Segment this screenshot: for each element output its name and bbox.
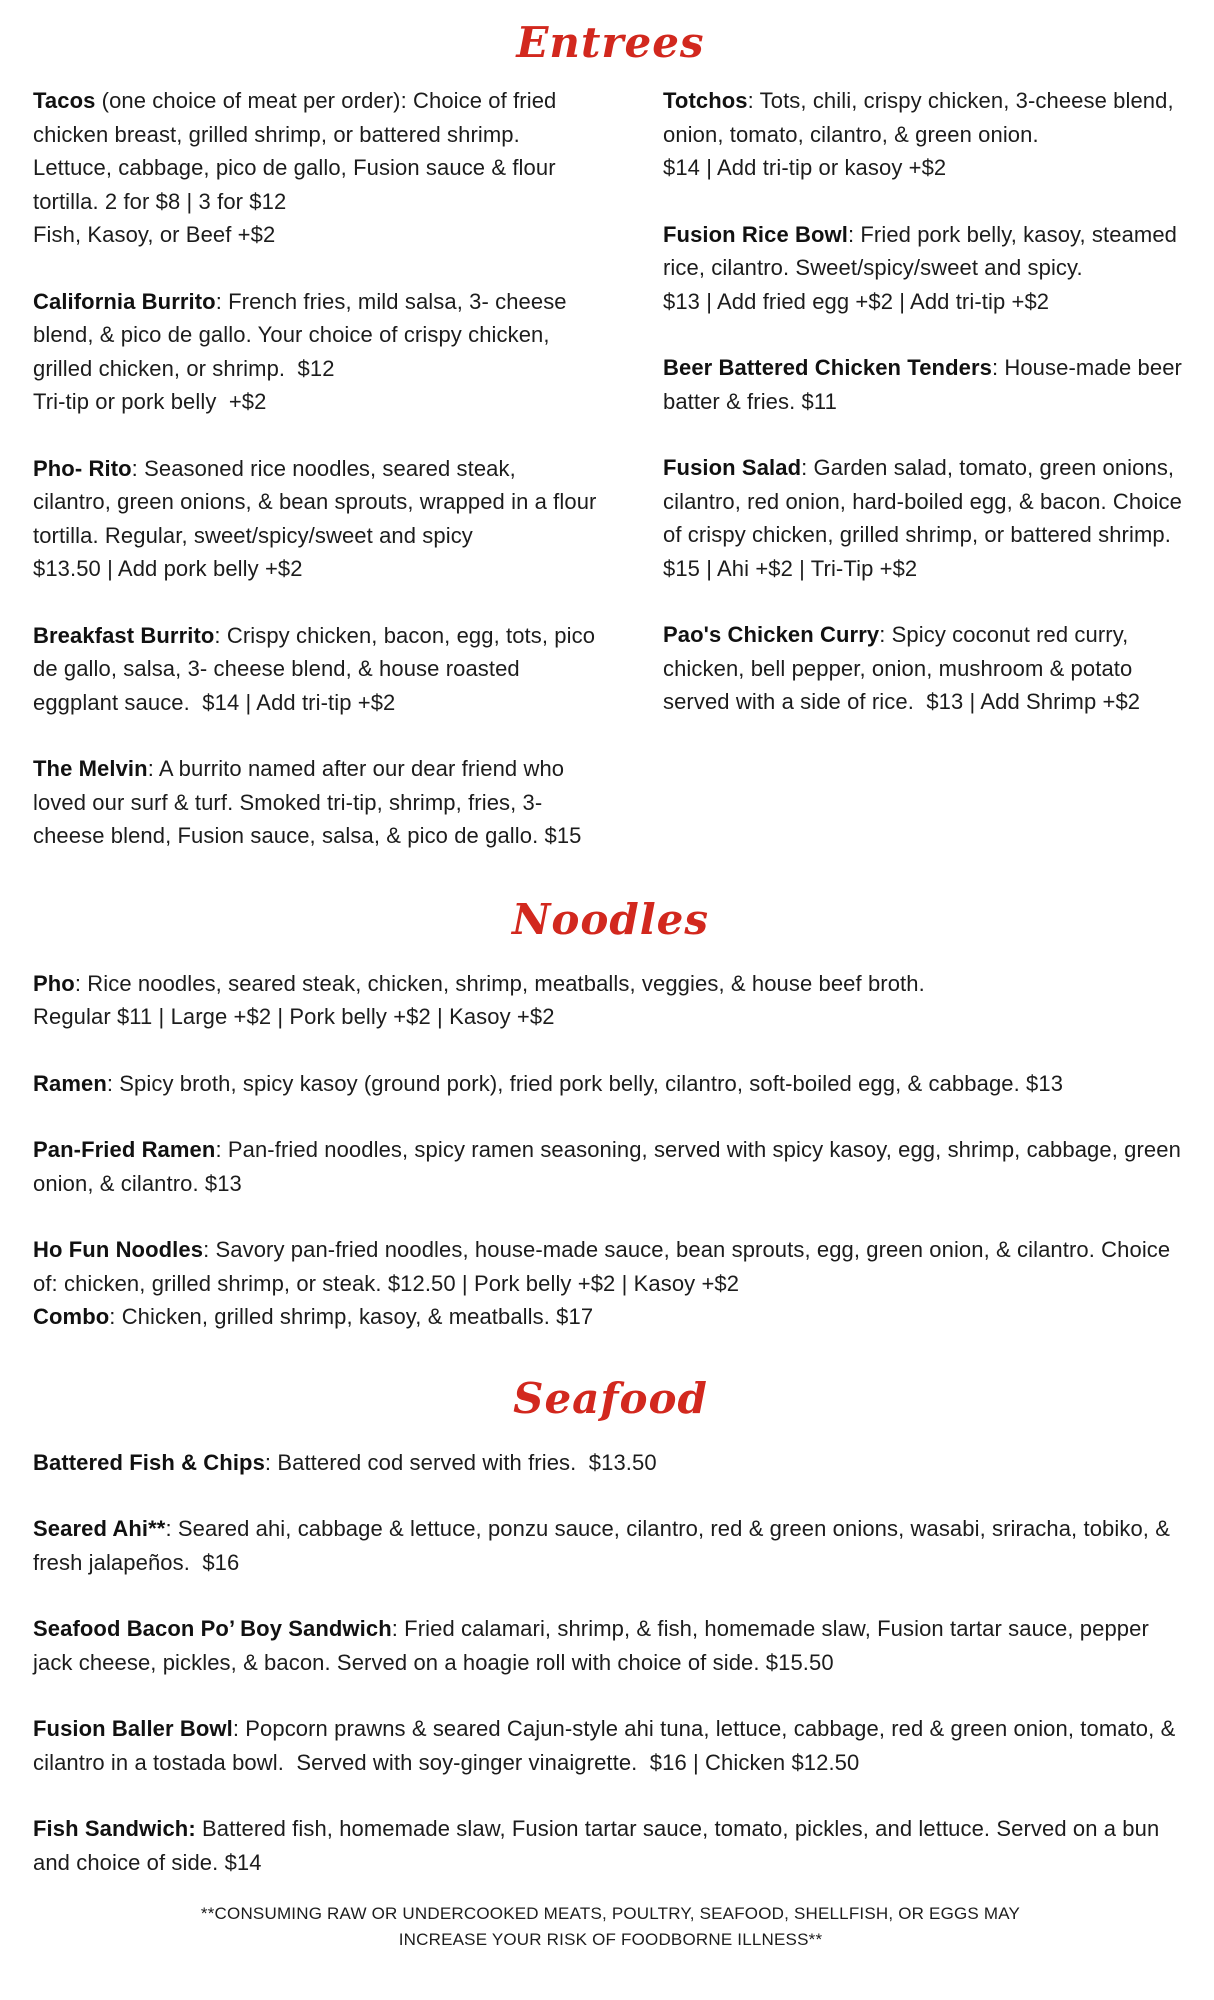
menu-item-name: Fusion Salad: [663, 455, 802, 480]
menu-item-desc-line: : Spicy coconut red curry, chicken, bell pepper, onion, mushroom & potato served with a side of rice. $13 | Add Shrimp +$2: [663, 622, 1141, 714]
menu-item-name: Seafood Bacon Po’ Boy Sandwich: [33, 1616, 392, 1641]
menu-item-name: Breakfast Burrito: [33, 622, 215, 648]
menu-item-desc-line: : Savory pan-fried noodles, house-made sauce, bean sprouts, egg, green onion, & cilantro. Choice of: chicken, grilled shrimp, or steak. $12.50 | Pork belly +$2 | Kasoy +$2: [33, 1237, 1171, 1296]
section-title-entrees: Entrees: [516, 18, 705, 67]
menu-item: [33, 1712, 1193, 1779]
menu-item-name: Seared Ahi**: [33, 1516, 166, 1541]
menu-item: [33, 452, 599, 586]
menu-item: [33, 84, 599, 252]
menu-item-desc-line: Fish, Kasoy, or Beef +$2: [33, 222, 276, 247]
menu-item: [33, 1233, 1193, 1300]
entrees-column-left: [33, 84, 599, 853]
menu-item-desc-line: $13 | Add fried egg +$2 | Add tri-tip +$2: [663, 288, 1050, 314]
entrees-column-right: [663, 84, 1187, 719]
menu-item: [663, 618, 1187, 719]
menu-item-name: Battered Fish & Chips: [33, 1449, 265, 1475]
menu-item-name: Ho Fun Noodles: [33, 1237, 204, 1262]
menu-item: [33, 1612, 1193, 1679]
menu-item: [663, 218, 1187, 319]
menu-item-name: Beer Battered Chicken Tenders: [663, 355, 992, 380]
menu-item-desc-line: Tri-tip or pork belly +$2: [33, 389, 267, 414]
menu-item-desc-line: : Popcorn prawns & seared Cajun-style ahi tuna, lettuce, cabbage, red & green onion, tomato, & cilantro in a tostada bowl. Served with soy-ginger vinaigrette. $16 | Chicken $12.50: [33, 1716, 1176, 1775]
menu-item-name: Tacos: [33, 88, 96, 113]
menu-item-desc-line: : Seasoned rice noodles, seared steak, cilantro, green onions, & bean sprouts, wrapped in a flour tortilla. Regular, sweet/spicy/sweet and spicy: [33, 455, 597, 548]
menu-item-name: Fusion Rice Bowl: [663, 221, 848, 247]
menu-item-name: Pho: [33, 970, 75, 996]
menu-item-desc-line: $14 | Add tri-tip or kasoy +$2: [663, 155, 947, 180]
disclaimer-line-1: **CONSUMING RAW OR UNDERCOOKED MEATS, POULTRY, SEAFOOD, SHELLFISH, OR EGGS MAY: [200, 1904, 1021, 1923]
menu-item-name: Pan-Fried Ramen: [33, 1137, 216, 1162]
menu-item-desc-line: : Seared ahi, cabbage & lettuce, ponzu sauce, cilantro, red & green onions, wasabi, sriracha, tobiko, & fresh jalapeños. $16: [33, 1516, 1170, 1575]
menu-item-desc-line: : Rice noodles, seared steak, chicken, shrimp, meatballs, veggies, & house beef broth.: [74, 970, 925, 996]
menu-item-name: Pao's Chicken Curry: [663, 622, 880, 647]
menu-item-name: Combo: [33, 1304, 110, 1329]
menu-item-desc-line: Battered fish, homemade slaw, Fusion tartar sauce, tomato, pickles, and lettuce. Served on a bun and choice of side. $14: [33, 1816, 1160, 1875]
menu-item: [33, 967, 1193, 1034]
menu-item-name: California Burrito: [33, 288, 216, 314]
menu-item-desc: [33, 971, 925, 1030]
menu-item-desc: [33, 1237, 1170, 1296]
menu-item-name: The Melvin: [33, 756, 148, 781]
menu-item: [33, 1067, 1193, 1101]
menu-item-desc: [33, 88, 556, 247]
menu-item-desc: [33, 1516, 1170, 1575]
menu-item: [33, 619, 599, 720]
menu-item-desc-line: (one choice of meat per order): Choice of fried chicken breast, grilled shrimp, or battered shrimp. Lettuce, cabbage, pico de gallo, Fusion sauce & flour tortilla. 2 for $8 | 3 for $12: [33, 88, 557, 214]
menu-item-name: Totchos: [663, 88, 748, 113]
menu-item-desc-line: : Crispy chicken, bacon, egg, tots, pico de gallo, salsa, 3- cheese blend, & house roasted eggplant sauce. $14 | Add tri-tip +$2: [33, 622, 596, 715]
menu-item-desc-line: Regular $11 | Large +$2 | Pork belly +$2 | Kasoy +$2: [33, 1004, 555, 1029]
menu-item: [663, 351, 1187, 418]
menu-item-desc-line: : Pan-fried noodles, spicy ramen seasoning, served with spicy kasoy, egg, shrimp, cabbage, green onion, & cilantro. $13: [33, 1137, 1181, 1196]
menu-item-desc-line: : Fried pork belly, kasoy, steamed rice, cilantro. Sweet/spicy/sweet and spicy.: [663, 221, 1178, 280]
menu-item: [33, 285, 599, 419]
section-title-noodles: Noodles: [511, 894, 710, 944]
menu-item-desc-line: $13.50 | Add pork belly +$2: [33, 556, 303, 581]
menu-item-desc-line: : Tots, chili, crispy chicken, 3-cheese blend, onion, tomato, cilantro, & green onion.: [663, 88, 1174, 147]
menu-item: [33, 1812, 1193, 1879]
menu-item: [33, 1133, 1193, 1200]
seafood-section: [33, 1446, 1193, 1880]
menu-item-desc-line: : House-made beer batter & fries. $11: [663, 355, 1182, 414]
menu-item-desc-line: : A burrito named after our dear friend who loved our surf & turf. Smoked tri-tip, shrimp, fries, 3- cheese blend, Fusion sauce, salsa, & pico de gallo. $15: [33, 756, 582, 848]
menu-item-name: Fusion Baller Bowl: [33, 1716, 233, 1741]
entrees-section: [33, 84, 1188, 853]
menu-item-name: Pho- Rito: [33, 455, 132, 481]
menu-item-desc: [109, 1304, 593, 1329]
section-title-seafood: Seafood: [513, 1373, 708, 1423]
menu-item-desc-line: : Garden salad, tomato, green onions, cilantro, red onion, hard-boiled egg, & bacon. Choice of crispy chicken, grilled shrimp, or battered shrimp. $15 | Ahi +$2 | Tri-Tip +$2: [663, 455, 1182, 581]
menu-item: [33, 1300, 1193, 1334]
menu-item: [33, 752, 599, 853]
menu-item-desc: [33, 1816, 1159, 1875]
menu-item: [663, 451, 1187, 585]
menu-item: [663, 84, 1187, 185]
menu-item-desc-line: : Fried calamari, shrimp, & fish, homemade slaw, Fusion tartar sauce, pepper jack cheese, pickles, & bacon. Served on a hoagie roll with choice of side. $15.50: [33, 1616, 1149, 1675]
disclaimer-line-2: INCREASE YOUR RISK OF FOODBORNE ILLNESS**: [398, 1930, 823, 1949]
menu-item-desc: [265, 1450, 657, 1475]
menu-item-name: Ramen: [33, 1070, 107, 1096]
menu-item: [33, 1512, 1193, 1579]
menu-item-desc-line: : Spicy broth, spicy kasoy (ground pork), fried pork belly, cilantro, soft-boiled egg, & cabbage. $13: [106, 1070, 1064, 1096]
noodles-section: [33, 967, 1193, 1334]
menu-item-desc-line: : Chicken, grilled shrimp, kasoy, & meatballs. $17: [109, 1304, 594, 1329]
menu-item: [33, 1446, 1193, 1480]
menu-item-name: Fish Sandwich:: [33, 1816, 196, 1841]
disclaimer: [33, 1901, 1188, 1953]
menu-item-desc: [107, 1071, 1063, 1096]
menu-item-desc-line: : Battered cod served with fries. $13.50: [264, 1449, 657, 1475]
menu-item-desc-line: : French fries, mild salsa, 3- cheese blend, & pico de gallo. Your choice of crispy chicken, grilled chicken, or shrimp. $12: [33, 288, 567, 381]
